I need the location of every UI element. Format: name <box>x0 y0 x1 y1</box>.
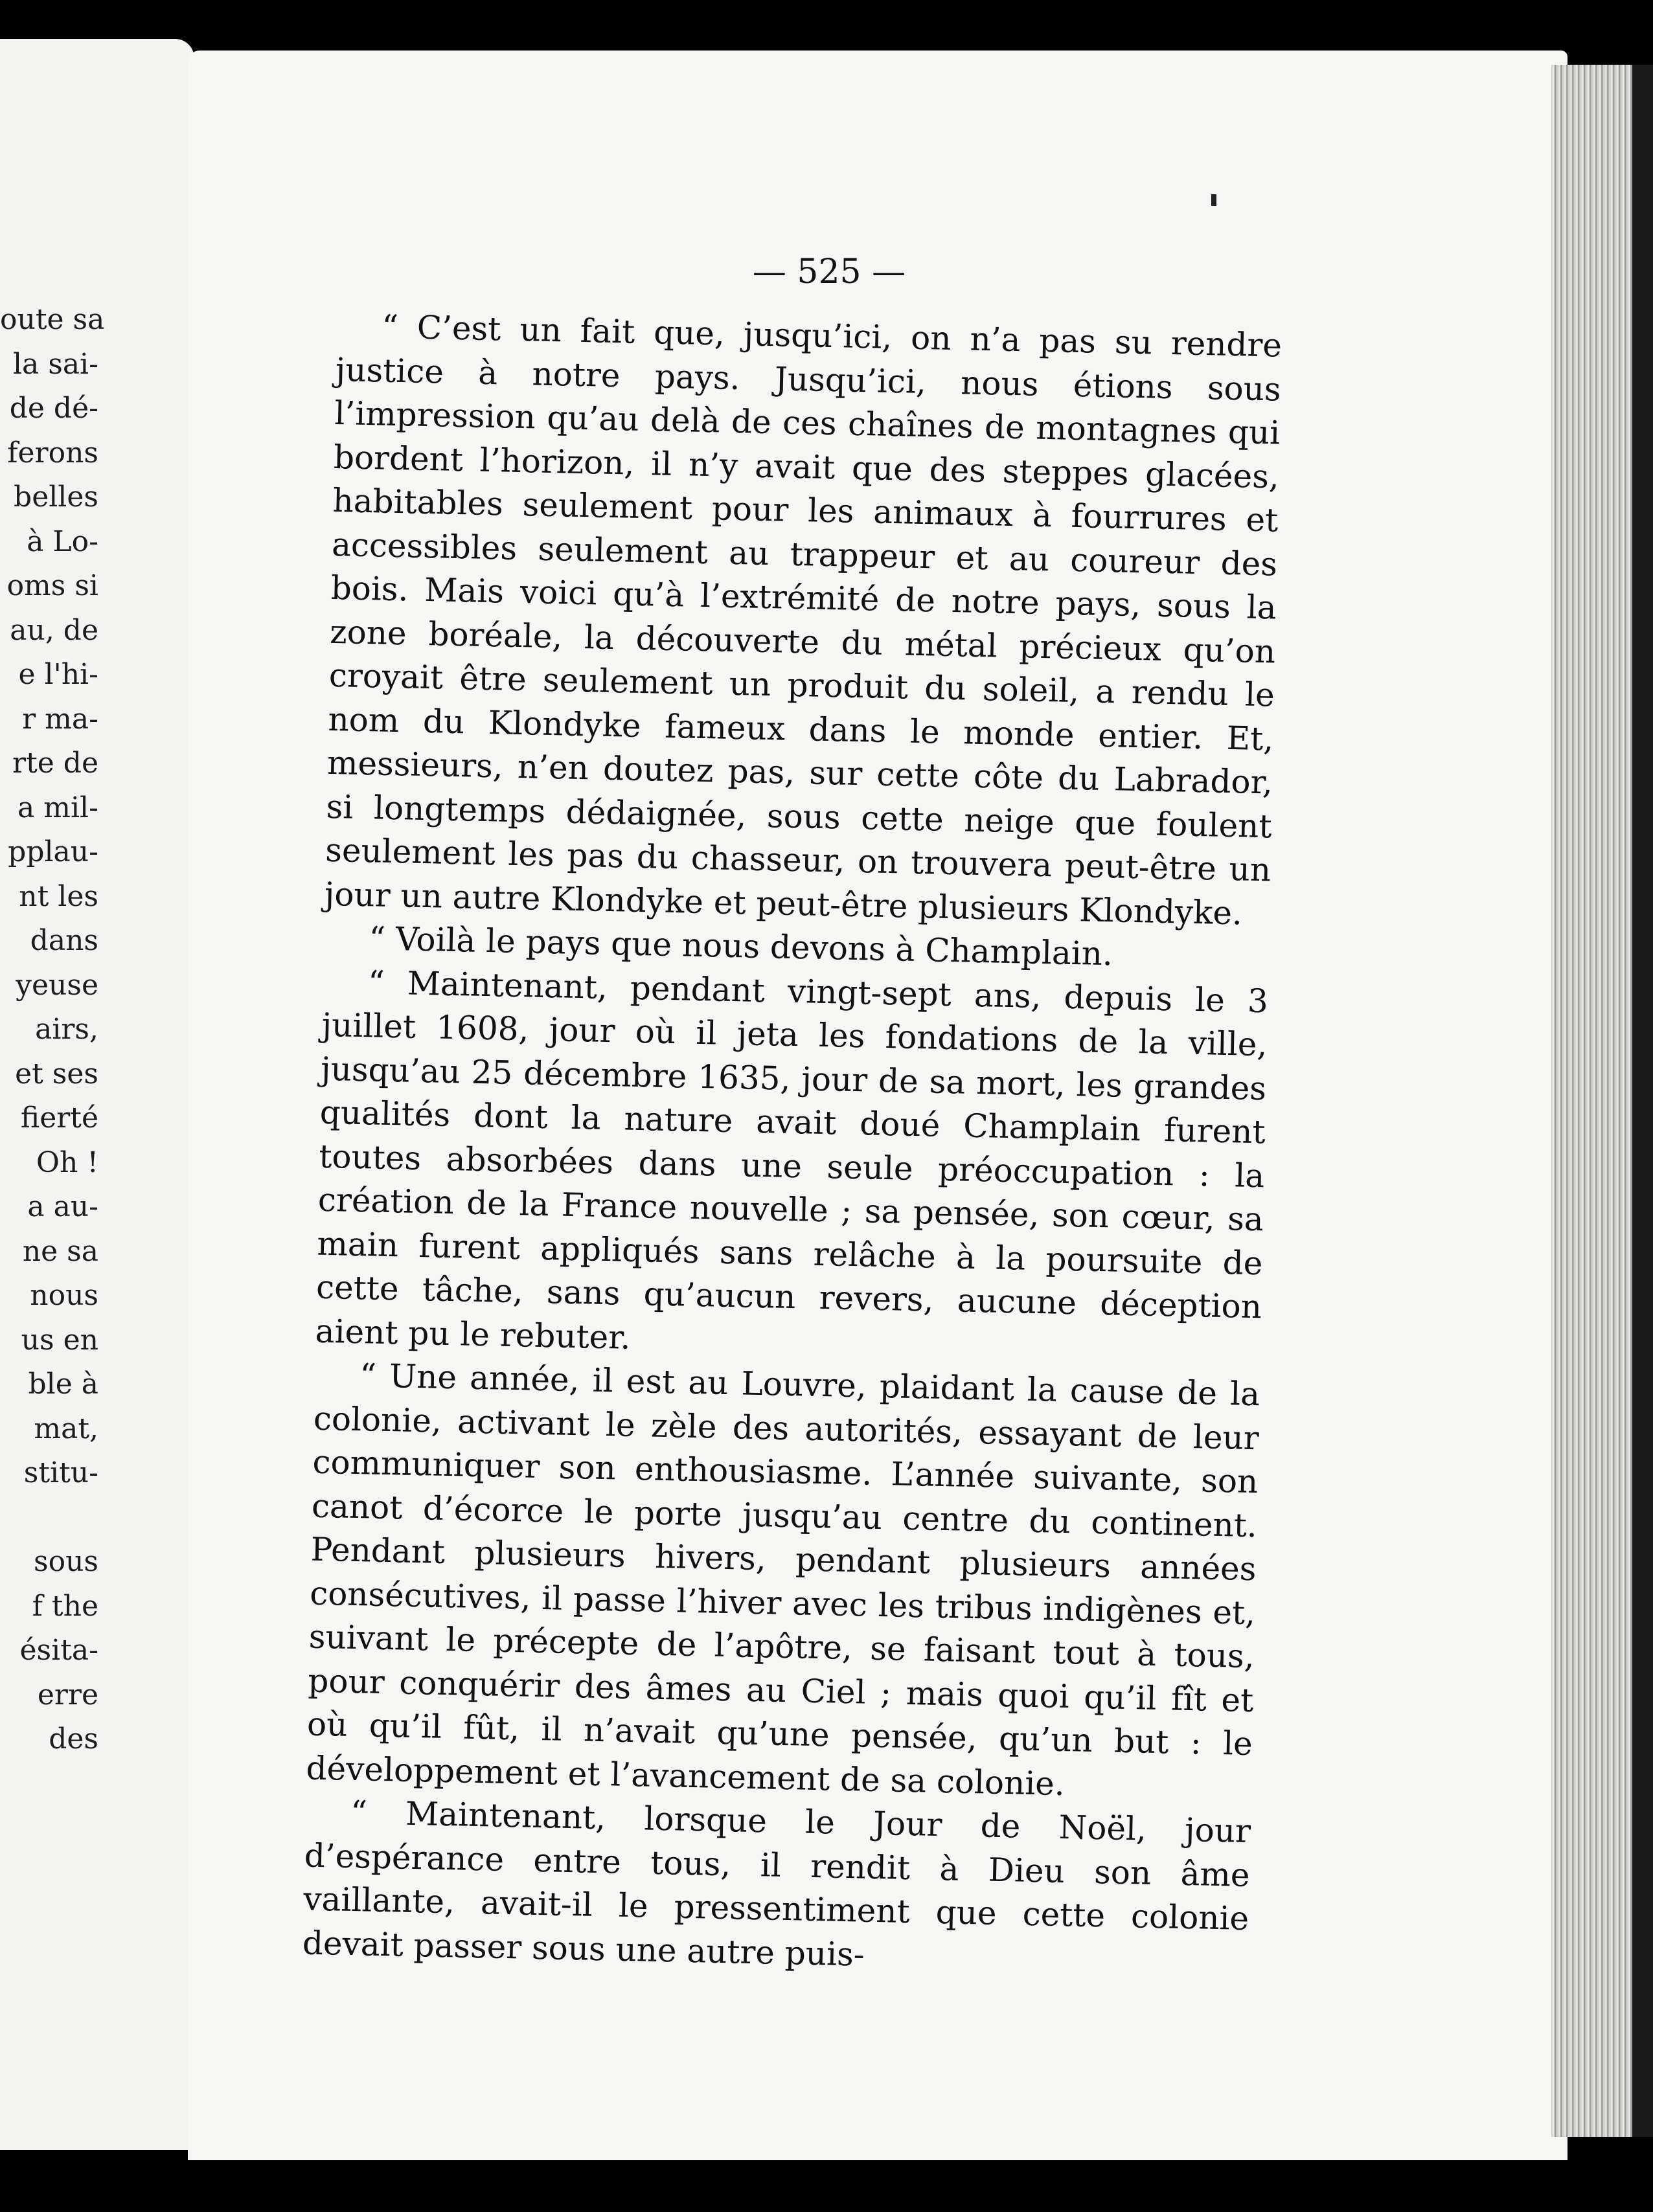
facing-line: au, de <box>10 613 98 647</box>
facing-page-text <box>0 298 194 1762</box>
facing-page <box>0 39 194 2150</box>
page-body <box>302 304 1282 1985</box>
facing-line: pplau- <box>8 835 98 868</box>
facing-line: a mil- <box>17 791 98 824</box>
paragraph: “ Une année, il est au Louvre, plaidant la cause de la colonie, activant le zèle des autorités, essayant de leur communiquer son enthousiasme. L’année suivante, son canot d’écorce le porte jusqu’au centre du continent. Pendant plusieurs hivers, pendant plusieurs années consécutives, il passe l’hiver avec les tribus indigènes et, suivant le précepte de l’apôtre, se faisant tout à tous, pour conquérir des âmes au Ciel ; mais quoi qu’il fît et où qu’il fût, il n’avait qu’une pensée, qu’un but : le développement et l’avancement de sa colonie. <box>306 1357 1260 1803</box>
facing-line: yeuse <box>16 968 98 1002</box>
facing-line: e l'hi- <box>18 658 98 691</box>
facing-line: airs, <box>35 1013 98 1046</box>
facing-line: fierté <box>20 1101 98 1134</box>
page-stack-edge <box>1551 65 1632 2137</box>
facing-line: rte de <box>12 747 98 780</box>
facing-line: r ma- <box>22 702 98 736</box>
facing-line: à Lo- <box>27 525 98 558</box>
ink-mark <box>1211 194 1216 206</box>
facing-line: de dé- <box>9 392 98 425</box>
facing-line: dans <box>30 924 98 957</box>
facing-line: ble à <box>28 1368 98 1401</box>
facing-line: mat, <box>34 1412 98 1445</box>
facing-line <box>0 1496 194 1541</box>
facing-line: la sai- <box>12 347 98 381</box>
facing-line: nt les <box>19 879 98 913</box>
facing-line: ne sa <box>22 1234 98 1268</box>
facing-line: f the <box>32 1589 98 1623</box>
facing-line: sous <box>34 1545 98 1578</box>
facing-line: Oh ! <box>36 1146 98 1179</box>
binding-shadow <box>1632 65 1653 2137</box>
facing-line: a au- <box>27 1190 98 1223</box>
facing-line: oms si <box>6 569 98 602</box>
facing-line: des <box>49 1722 98 1755</box>
facing-line: ésita- <box>19 1634 98 1667</box>
paragraph: “ Voilà le pays que nous devons à Champlain. <box>368 920 1113 973</box>
facing-line: stitu- <box>23 1456 98 1489</box>
facing-line: nous <box>30 1279 98 1312</box>
facing-line: belles <box>14 480 98 514</box>
paragraph: “ Maintenant, lorsque le Jour de Noël, jour d’espérance entre tous, il rendit à Dieu son âme vaillante, avait-il le pressentiment que cette colonie devait passer sous une autre puis- <box>302 1793 1251 1974</box>
paragraph: “ Maintenant, pendant vingt-sept ans, depuis le 3 juillet 1608, jour où il jeta les fondations de la ville, jusqu’au 25 décembre 1635, jour de sa mort, les grandes qualités dont la nature avait doué Champlain furent toutes absorbées dans une seule préoccupation : la création de la France nouvelle ; sa pensée, son cœur, sa main furent appliqués sans relâche à la poursuite de cette tâche, sans qu’aucun revers, aucune déception aient pu le rebuter. <box>315 963 1269 1357</box>
facing-line: erre <box>37 1678 98 1711</box>
facing-line: oute sa <box>0 303 105 336</box>
facing-line: us en <box>21 1323 98 1357</box>
facing-line: et ses <box>15 1057 98 1090</box>
facing-line: ferons <box>7 436 98 469</box>
paragraph: “ C’est un fait que, jusqu’ici, on n’a pas su rendre justice à notre pays. Jusqu’ici, nous étions sous l’impression qu’au delà de ces chaînes de montagnes qui bordent l’horizon, il n’y avait que des steppes glacées, habitables seulement pour les animaux à fourrures et accessibles seulement au trappeur et au coureur des bois. Mais voici qu’à l’extrémité de notre pays, sous la zone boréale, la découverte du métal précieux qu’on croyait être seulement un produit du soleil, a rendu le nom du Klondyke fameux dans le monde entier. Et, messieurs, n’en doutez pas, sur cette côte du Labrador, si longtemps dédaignée, sous cette neige que foulent seulement les pas du chasseur, on trouvera peut-être un jour un autre Klondyke et peut-être plusieurs Klondyke. <box>324 308 1282 932</box>
page-number: — 525 — <box>752 253 906 291</box>
